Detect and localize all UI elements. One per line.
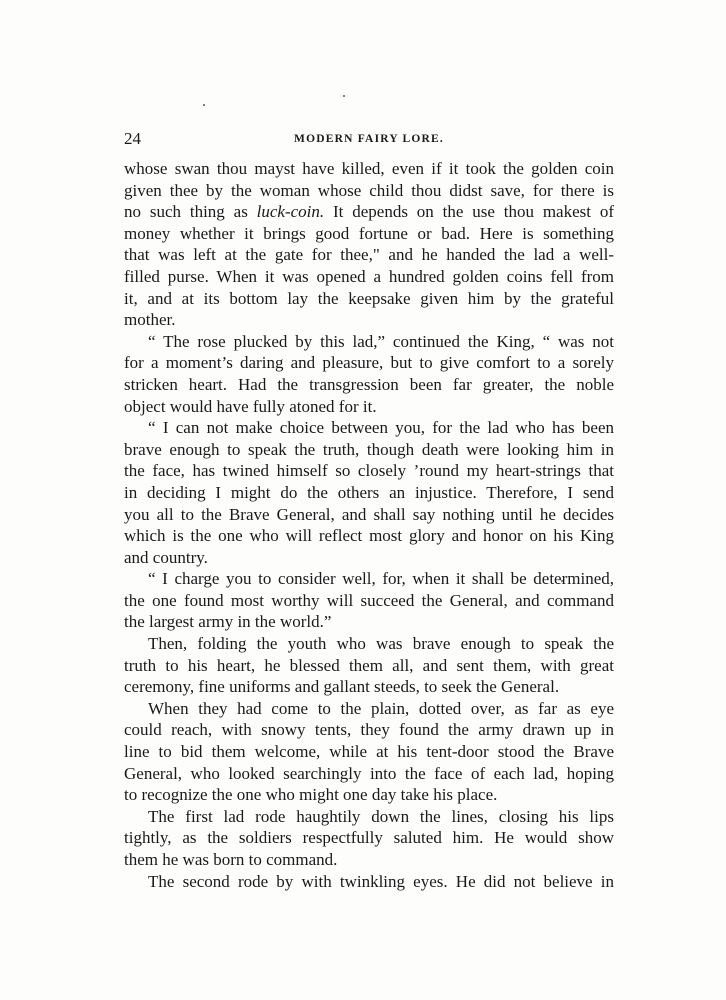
text-line: whose swan thou mayst have killed, even if it took the golden coin — [124, 159, 614, 178]
paper-speck — [343, 95, 345, 97]
text-line: the one found most worthy will succeed the General, and command — [124, 590, 614, 610]
text-line: tightly, as the soldiers respectfully saluted him. He would show — [124, 828, 614, 848]
paper-speck — [203, 104, 205, 106]
text-line: brave enough to speak the truth, though death were looking him in — [124, 439, 614, 459]
text-line: in deciding I might do the others an injustice. Therefore, I send — [124, 482, 614, 502]
text-line: the face, has twined himself so closely ’round my heart-strings that — [124, 461, 614, 481]
running-head: MODERN FAIRY LORE. — [294, 133, 444, 145]
text-line: stricken heart. Had the transgression been far greater, the noble — [124, 374, 614, 394]
text-line: Then, folding the youth who was brave enough to speak the — [148, 634, 614, 654]
text-line: ceremony, fine uniforms and gallant steeds, to seek the General. — [124, 677, 560, 697]
text-line: could reach, with snowy tents, they found the army drawn up in — [124, 720, 614, 740]
text-line: line to bid them welcome, while at his tent-door stood the Brave — [124, 742, 614, 762]
text-line: mother. — [124, 310, 176, 330]
page-number: 24 — [124, 129, 141, 148]
text-line: them he was born to command. — [124, 850, 338, 869]
text-line: truth to his heart, he blessed them all, and sent them, with great — [124, 655, 614, 675]
text-line: you all to the Brave General, and shall say nothing until he decides — [124, 504, 614, 524]
text-line: for a moment’s daring and pleasure, but to give comfort to a sorely — [124, 353, 614, 373]
text-line: no such thing as luck-coin. It depends on the use thou makest of — [124, 202, 614, 222]
body-text — [124, 158, 614, 892]
text-line: General, who looked searchingly into the face of each lad, hoping — [124, 763, 614, 783]
text-line: which is the one who will reflect most glory and honor on his King — [124, 526, 614, 546]
text-line: “ I charge you to consider well, for, when it shall be determined, — [148, 569, 614, 589]
text-line: given thee by the woman whose child thou didst save, for there is — [124, 180, 614, 200]
text-line: object would have fully atoned for it. — [124, 396, 377, 416]
text-line: The second rode by with twinkling eyes. He did not believe in — [148, 871, 614, 891]
text-line: filled purse. When it was opened a hundred golden coins fell from — [124, 266, 614, 286]
page-header — [124, 128, 614, 150]
text-line: The first lad rode haughtily down the lines, closing his lips — [148, 806, 614, 826]
text-line: that was left at the gate for thee," and he handed the lad a well- — [124, 245, 614, 265]
text-line: “ I can not make choice between you, for the lad who has been — [148, 418, 614, 438]
text-line: “ The rose plucked by this lad,” continued the King, “ was not — [148, 331, 614, 351]
emphasis: luck-coin. — [256, 202, 325, 222]
text-line: money whether it brings good fortune or bad. Here is something — [124, 223, 614, 243]
text-line: When they had come to the plain, dotted over, as far as eye — [148, 698, 614, 718]
text-line: to recognize the one who might one day take his place. — [124, 785, 498, 805]
text-line: the largest army in the world.” — [124, 612, 332, 632]
text-line: it, and at its bottom lay the keepsake given him by the grateful — [124, 288, 614, 308]
text-line: and country. — [124, 547, 208, 567]
